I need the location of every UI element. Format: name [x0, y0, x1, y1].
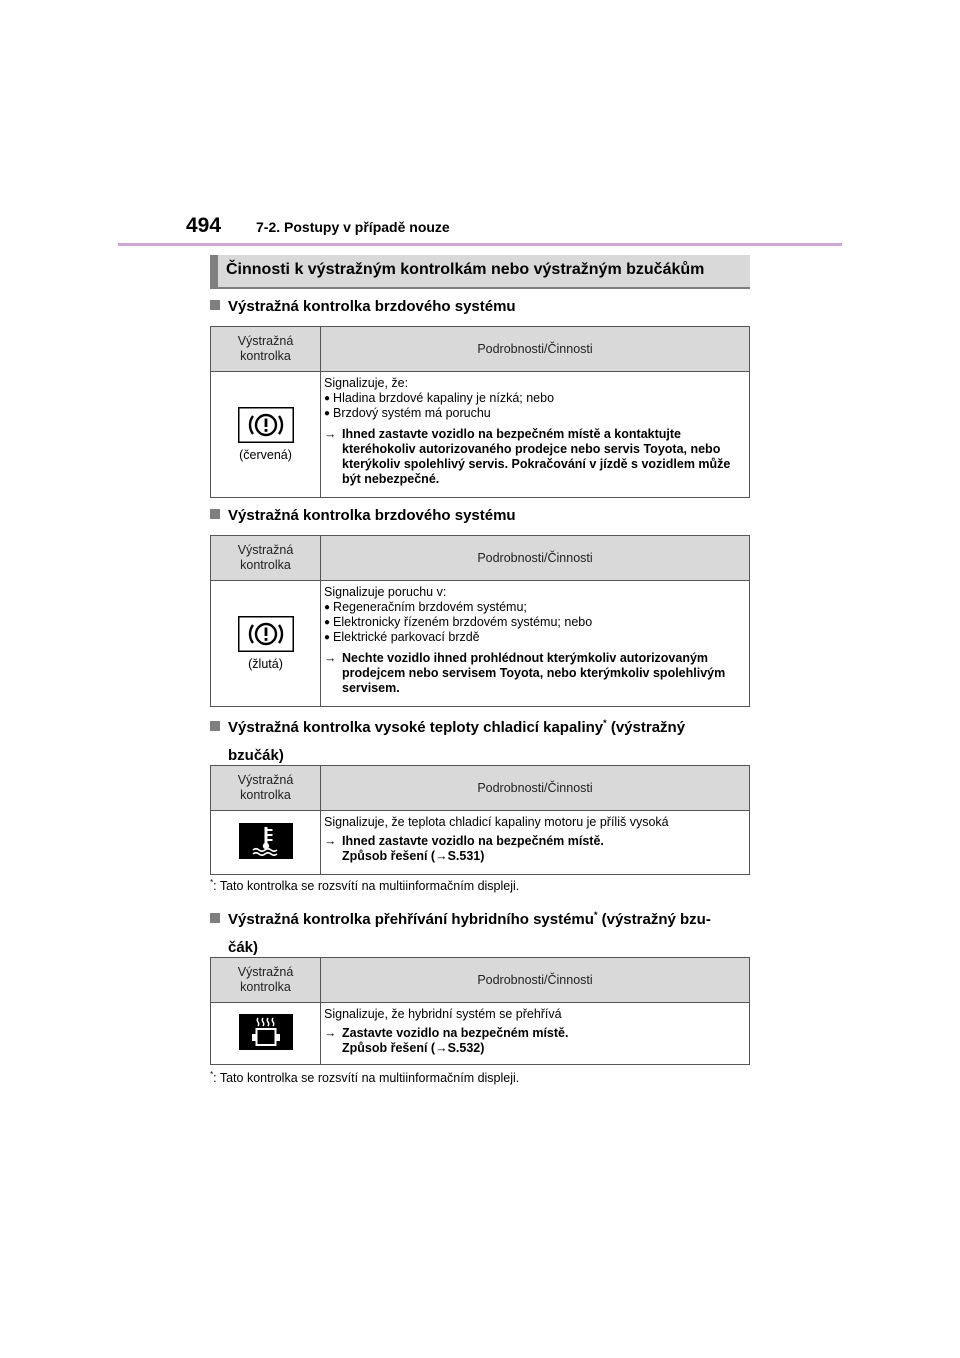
details-cell [321, 1003, 750, 1065]
section-title: Činnosti k výstražným kontrolkám nebo výstražným bzučákům [210, 255, 750, 289]
action-text: → Ihned zastavte vozidlo na bezpečném místě. Způsob řešení (→S.531) [324, 834, 604, 863]
hybrid-overheat-icon [239, 1014, 293, 1053]
icon-cell [211, 581, 321, 707]
header-rule [118, 243, 842, 246]
brake-warning-icon [238, 616, 294, 655]
arrow-icon: → [324, 651, 337, 665]
arrow-icon: → [324, 427, 337, 441]
list-item: ● Hladina brzdové kapaliny je nízká; nebo [324, 391, 745, 406]
header-details: Podrobnosti/Činnosti [321, 327, 750, 372]
icon-cell [211, 811, 321, 875]
list-item: ● Brzdový systém má poruchu [324, 406, 745, 421]
header-warning-light: Výstražná kontrolka [211, 327, 321, 372]
block-heading-4: Výstražná kontrolka přehřívání hybridního systému* (výstražný bzu- čák) [210, 905, 750, 958]
arrow-icon: → [435, 849, 448, 863]
warning-table-1 [210, 326, 750, 498]
list-item: ● Elektronicky řízeném brzdovém systému; nebo [324, 615, 745, 630]
details-cell [321, 811, 750, 875]
chapter-title: 7-2. Postupy v případě nouze [256, 219, 450, 235]
block-heading-1: Výstražná kontrolka brzdového systému [210, 296, 750, 317]
warning-table-4 [210, 957, 750, 1065]
icon-cell [211, 1003, 321, 1065]
block-heading-3: Výstražná kontrolka vysoké teploty chladicí kapaliny* (výstražný bzučák) [210, 713, 750, 766]
list-item: ● Elektrické parkovací brzdě [324, 630, 745, 645]
square-bullet-icon [210, 913, 220, 923]
details-intro: Signalizuje poruchu v: [324, 585, 447, 599]
arrow-icon: → [324, 1026, 337, 1040]
square-bullet-icon [210, 721, 220, 731]
details-intro: Signalizuje, že hybridní systém se přehřívá [324, 1007, 562, 1021]
footnote: *: Tato kontrolka se rozsvítí na multiinformačním displeji. [210, 878, 520, 894]
header-details: Podrobnosti/Činnosti [321, 536, 750, 581]
details-cell [321, 581, 750, 707]
list-item: ● Regeneračním brzdovém systému; [324, 600, 745, 615]
square-bullet-icon [210, 509, 220, 519]
details-cell [321, 372, 750, 498]
header-warning-light: Výstražná kontrolka [211, 958, 321, 1003]
block-heading-2: Výstražná kontrolka brzdového systému [210, 505, 750, 526]
icon-cell [211, 372, 321, 498]
square-bullet-icon [210, 300, 220, 310]
action-text: → Ihned zastavte vozidlo na bezpečném místě a kontaktujte kteréhokoliv autorizovaného prodejce nebo servis Toyota, nebo kterýkoliv spolehlivý servis. Pokračování v jízdě s vozidlem může být nebezpečné. [324, 427, 731, 486]
arrow-icon: → [324, 834, 337, 848]
brake-warning-icon [238, 407, 294, 446]
header-warning-light: Výstražná kontrolka [211, 536, 321, 581]
details-intro: Signalizuje, že: [324, 376, 409, 390]
page-number: 494 [186, 214, 222, 237]
icon-caption: (žlutá) [248, 657, 283, 671]
coolant-temperature-icon [239, 823, 293, 862]
header-details: Podrobnosti/Činnosti [321, 766, 750, 811]
warning-table-3 [210, 765, 750, 875]
warning-table-2 [210, 535, 750, 707]
arrow-icon: → [435, 1041, 448, 1055]
footnote: *: Tato kontrolka se rozsvítí na multiinformačním displeji. [210, 1070, 520, 1086]
details-intro: Signalizuje, že teplota chladicí kapaliny motoru je příliš vysoká [324, 815, 669, 829]
header-details: Podrobnosti/Činnosti [321, 958, 750, 1003]
action-text: → Nechte vozidlo ihned prohlédnout kterýmkoliv autorizovaným prodejcem nebo servisem Toyota, nebo kterýmkoliv spolehlivým servisem. [324, 651, 726, 695]
action-text: → Zastavte vozidlo na bezpečném místě. Způsob řešení (→S.532) [324, 1026, 569, 1055]
icon-caption: (červená) [239, 448, 292, 462]
header-warning-light: Výstražná kontrolka [211, 766, 321, 811]
